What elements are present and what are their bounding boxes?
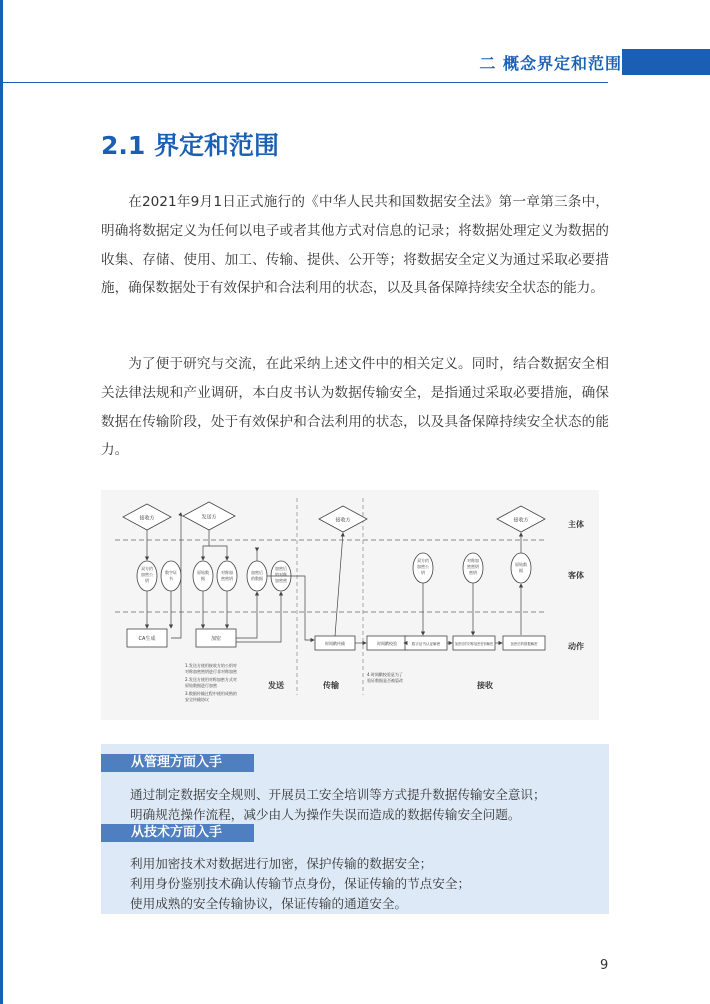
svg-text:接收方: 接收方 bbox=[139, 515, 155, 522]
action-cert-decrypt bbox=[405, 636, 447, 650]
svg-text:原始数: 原始数 bbox=[197, 570, 209, 575]
svg-text:加密密: 加密密 bbox=[275, 578, 287, 583]
phase-label-send: 发送 bbox=[268, 681, 284, 690]
page-left-rule bbox=[0, 0, 3, 1004]
object-agreed-public-key bbox=[137, 561, 157, 591]
svg-text:3.数据传输过程中使用成熟的: 3.数据传输过程中使用成熟的 bbox=[185, 691, 237, 696]
action-data-decrypt bbox=[503, 636, 545, 650]
action-encrypt bbox=[196, 629, 236, 647]
object-symmetric-key-receiver bbox=[463, 553, 483, 583]
action-timestamp-transmit bbox=[315, 636, 355, 650]
svg-text:1.发送方使用接收方的公钥对: 1.发送方使用接收方的公钥对 bbox=[185, 663, 237, 668]
action-timestamp-verify bbox=[367, 636, 407, 650]
paragraph-scope: 为了便于研究与交流，在此采纳上述文件中的相关定义。同时，结合数据安全相关法律法规和产业调研，本白皮书认为数据传输安全，是指通过采取必要措施，确保数据在传输阶段，处于有效保护和合法利用的状态，以及具备保障持续安全状态的能力。 bbox=[101, 356, 609, 459]
chapter-header: 二 概念界定和范围 bbox=[479, 54, 622, 73]
svg-text:数字证: 数字证 bbox=[165, 570, 177, 575]
svg-text:4.时间戳校验是为了: 4.时间戳校验是为了 bbox=[367, 672, 403, 677]
svg-text:原始数据进行加密: 原始数据进行加密 bbox=[185, 683, 217, 688]
svg-text:发送方: 发送方 bbox=[201, 514, 217, 521]
action-key-decrypt bbox=[453, 636, 495, 650]
svg-text:加密后: 加密后 bbox=[275, 566, 287, 571]
svg-text:时间戳传输: 时间戳传输 bbox=[325, 641, 345, 646]
section-title: 2.1 界定和范围 bbox=[101, 131, 279, 160]
svg-text:对称加: 对称加 bbox=[467, 558, 479, 563]
paragraph-definition: 在2021年9月1日正式施行的《中华人民共和国数据安全法》第一章第三条中，明确将数据定义为任何以电子或者其他方式对信息的记录；将数据处理定义为数据的收集、存储、使用、加工、传输、提供、公开等；将数据安全定义为通过采取必要措施，确保数据处于有效保护和合法利用的状态，以及具备保障持续安全状态的能力。 bbox=[101, 194, 609, 297]
svg-text:加密后的数据解密: 加密后的数据解密 bbox=[510, 642, 538, 646]
management-line: 明确规范操作流程，减少由人为操作失误而造成的数据传输安全问题。 bbox=[130, 807, 521, 822]
technical-line: 使用成熟的安全传输协议，保证传输的通道安全。 bbox=[130, 896, 408, 911]
svg-text:书: 书 bbox=[169, 576, 173, 581]
page-number: 9 bbox=[600, 958, 609, 973]
svg-text:双方约: 双方约 bbox=[141, 566, 153, 571]
management-line: 通过制定数据安全规则、开展员工安全培训等方式提升数据传输安全意识； bbox=[130, 787, 546, 802]
svg-text:密密钥: 密密钥 bbox=[221, 576, 233, 581]
decision-receiver-end bbox=[497, 506, 545, 532]
svg-text:接收方: 接收方 bbox=[513, 517, 529, 524]
send-notes bbox=[185, 662, 237, 702]
object-digital-cert bbox=[161, 561, 181, 591]
object-encrypted-data bbox=[247, 561, 267, 591]
svg-text:加密公: 加密公 bbox=[417, 564, 429, 569]
decision-receiver-mid bbox=[319, 506, 367, 532]
chapter-underline bbox=[0, 82, 608, 83]
object-agreed-public-key-receiver bbox=[413, 553, 433, 583]
chapter-tab-marker bbox=[622, 49, 710, 75]
data-transfer-flow-diagram bbox=[101, 490, 599, 720]
svg-text:对称加: 对称加 bbox=[221, 570, 233, 575]
technical-tag: 从技术方面入手 bbox=[101, 824, 254, 842]
decision-receiver bbox=[123, 504, 171, 530]
svg-text:密密钥: 密密钥 bbox=[467, 564, 479, 569]
measures-callout bbox=[101, 744, 609, 914]
object-raw-data-receiver bbox=[511, 553, 531, 583]
svg-text:密钥: 密钥 bbox=[469, 570, 477, 575]
svg-text:钥: 钥 bbox=[145, 578, 149, 583]
svg-text:的对称: 的对称 bbox=[275, 572, 287, 577]
svg-text:的数据: 的数据 bbox=[251, 576, 263, 581]
svg-text:接收方: 接收方 bbox=[335, 517, 351, 524]
lane-label-action: 动作 bbox=[568, 642, 584, 651]
svg-text:加密后的对称加密密钥解密: 加密后的对称加密密钥解密 bbox=[454, 642, 494, 646]
svg-text:加密: 加密 bbox=[210, 636, 222, 642]
decision-sender bbox=[183, 502, 235, 530]
lane-label-subject: 主体 bbox=[568, 520, 584, 529]
svg-text:验证数据是否被篡改: 验证数据是否被篡改 bbox=[367, 678, 403, 683]
svg-text:钥: 钥 bbox=[421, 570, 425, 575]
object-symmetric-key bbox=[217, 561, 237, 591]
technical-line: 利用加密技术对数据进行加密，保护传输的数据安全； bbox=[130, 856, 433, 871]
lane-label-object: 客体 bbox=[568, 571, 584, 580]
svg-text:据: 据 bbox=[519, 568, 523, 573]
svg-text:时间戳校验: 时间戳校验 bbox=[377, 641, 397, 646]
technical-line: 利用身份鉴别技术确认传输节点身份，保证传输的节点安全； bbox=[130, 876, 471, 891]
svg-text:据: 据 bbox=[201, 576, 205, 581]
svg-text:数字证书认证解密: 数字证书认证解密 bbox=[411, 642, 441, 646]
svg-text:安全传输协议: 安全传输协议 bbox=[185, 697, 209, 702]
phase-label-receive: 接收 bbox=[477, 681, 493, 690]
svg-text:CA生成: CA生成 bbox=[138, 636, 156, 642]
svg-text:加密公: 加密公 bbox=[141, 572, 153, 577]
svg-text:加密后: 加密后 bbox=[251, 570, 263, 575]
svg-text:原始数: 原始数 bbox=[515, 562, 527, 567]
svg-text:对称加密密钥进行非对称加密: 对称加密密钥进行非对称加密 bbox=[185, 669, 237, 674]
management-tag: 从管理方面入手 bbox=[101, 754, 254, 772]
svg-text:双方约: 双方约 bbox=[417, 558, 429, 563]
phase-label-transmit: 传输 bbox=[323, 681, 339, 690]
svg-text:2.发送方使用对称加密方式对: 2.发送方使用对称加密方式对 bbox=[185, 677, 237, 682]
transmit-notes bbox=[367, 671, 403, 683]
action-ca-generate bbox=[127, 629, 167, 647]
object-raw-data bbox=[193, 561, 213, 591]
